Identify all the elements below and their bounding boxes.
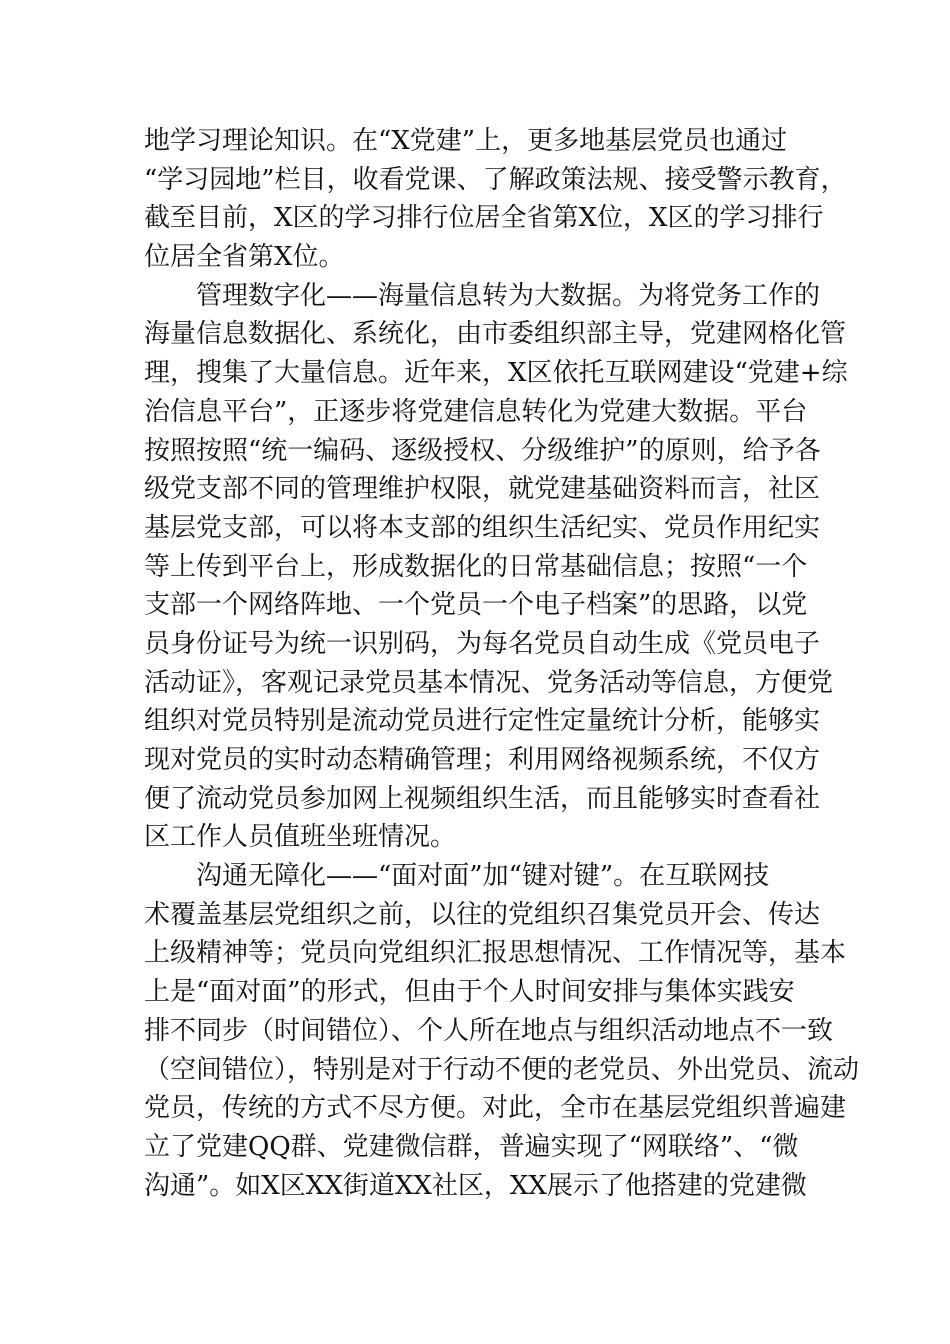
paragraph-1-line-1: 地学习理论知识。在“X党建”上，更多地基层党员也通过 [144, 126, 788, 156]
paragraph-3-line-8: 立了党建QQ群、党建微信群，普遍实现了“网联络”、“微 [144, 1131, 799, 1162]
paragraph-3-line-3: 上级精神等；党员向党组织汇报思想情况、工作情况等，基本 [144, 938, 847, 969]
paragraph-2-line-12: 组织对党员特别是流动党员进行定性定量统计分析，能够实 [144, 706, 821, 737]
paragraph-2-line-7: 基层党支部，可以将本支部的组织生活纪实、党员作用纪实 [144, 512, 821, 543]
paragraph-2-line-11: 活动证》，客观记录党员基本情况、党务活动等信息，方便党 [144, 667, 834, 698]
paragraph-3-line-6: （空间错位），特别是对于行动不便的老党员、外出党员、流动 [144, 1054, 860, 1085]
paragraph-2-line-15: 区工作人员值班坐班情况。 [144, 822, 457, 853]
paragraph-2-line-10: 员身份证号为统一识别码，为每名党员自动生成《党员电子 [144, 628, 821, 659]
paragraph-2-line-13: 现对党员的实时动态精确管理；利用网络视频系统，不仅方 [144, 745, 821, 775]
paragraph-2-line-8: 等上传到平台上，形成数据化的日常基础信息；按照“一个 [144, 551, 808, 582]
paragraph-3-line-4: 上是“面对面”的形式，但由于个人时间安排与集体实践安 [144, 977, 795, 1008]
paragraph-2-line-5: 按照按照“统一编码、逐级授权、分级维护”的原则，给予各 [144, 435, 821, 466]
paragraph-1-line-3: 截至目前，X区的学习排行位居全省第X位，X区的学习排行 [144, 203, 824, 234]
paragraph-2-line-2: 海量信息数据化、系统化，由市委组织部主导，党建网格化管 [144, 319, 847, 350]
document-body [144, 122, 860, 1205]
paragraph-3-line-2: 术覆盖基层党组织之前，以往的党组织召集党员开会、传达 [144, 899, 821, 930]
paragraph-1-line-4: 位居全省第X位。 [144, 242, 345, 273]
paragraph-1-line-2: “学习园地”栏目，收看党课、了解政策法规、接受警示教育， [144, 164, 847, 195]
paragraph-2-line-14: 便了流动党员参加网上视频组织生活，而且能够实时查看社 [144, 783, 821, 814]
paragraph-2-line-9: 支部一个网络阵地、一个党员一个电子档案”的思路，以党 [144, 590, 808, 621]
paragraph-2-line-4: 治信息平台”，正逐步将党建信息转化为党建大数据。平台 [144, 396, 808, 427]
paragraph-2-line-3: 理，搜集了大量信息。近年来，X区依托互联网建设“党建+综 [144, 358, 848, 389]
paragraph-2-line-1: 管理数字化——海量信息转为大数据。为将党务工作的 [196, 280, 821, 311]
paragraph-3-line-9: 沟通”。如X区XX街道XX社区，XX展示了他搭建的党建微 [144, 1170, 807, 1201]
paragraph-3-line-7: 党员，传统的方式不尽方便。对此，全市在基层党组织普遍建 [144, 1093, 847, 1124]
paragraph-3-line-5: 排不同步（时间错位）、个人所在地点与组织活动地点不一致 [144, 1015, 834, 1046]
paragraph-3-line-1: 沟通无障化——“面对面”加“键对键”。在互联网技 [196, 861, 770, 892]
paragraph-2-line-6: 级党支部不同的管理维护权限，就党建基础资料而言，社区 [144, 474, 821, 505]
